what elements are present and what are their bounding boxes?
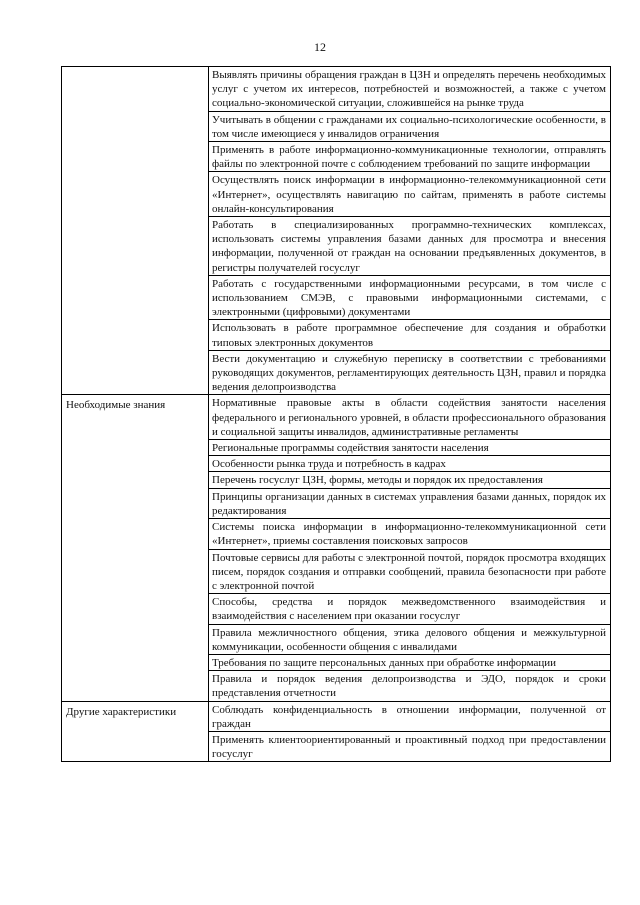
- requirement-item: Правила и порядок ведения делопроизводства и ЭДО, порядок и сроки представления отчетности: [212, 673, 606, 700]
- requirement-item: Учитывать в общении с гражданами их социально-психологические особенности, в том числе имеющиеся у инвалидов ограничения: [209, 112, 610, 142]
- section-label: [62, 67, 208, 70]
- requirement-item: Правила межличностного общения, этика делового общения и межкультурной коммуникации, особенности общения с инвалидами: [209, 625, 610, 655]
- section-row: [62, 67, 611, 395]
- requirement-item: Вести документацию и служебную переписку в соответствии с требованиями руководящих документов, регламентирующих деятельность ЦЗН, правил и порядка ведения делопроизводства: [212, 352, 606, 394]
- page-number: 12: [314, 40, 326, 54]
- section-label-cell: [62, 395, 209, 701]
- requirement-item: Выявлять причины обращения граждан в ЦЗН и определять перечень необходимых услуг с учетом их интересов, потребностей и возможностей, а также с учетом социально-экономической ситуации, сложившейся на рынке труда: [209, 67, 610, 112]
- requirement-item: Почтовые сервисы для работы с электронной почтой, порядок просмотра входящих писем, порядок создания и отправки сообщений, правила безопасности при работе с электронной почтой: [209, 550, 610, 595]
- requirement-item: Принципы организации данных в системах управления базами данных, порядок их редактирования: [209, 489, 610, 519]
- requirement-item: Перечень госуслуг ЦЗН, формы, методы и порядок их предоставления: [209, 472, 610, 488]
- section-items-cell: [209, 67, 611, 395]
- section-row: [62, 701, 611, 762]
- requirement-item: Требования по защите персональных данных при обработке информации: [209, 655, 610, 671]
- section-items-cell: [209, 701, 611, 762]
- requirements-table-body: [62, 67, 611, 762]
- section-label: Необходимые знания: [66, 399, 166, 412]
- requirements-table: [61, 66, 611, 762]
- section-label-cell: [62, 67, 209, 395]
- requirement-item: Особенности рынка труда и потребность в кадрах: [209, 456, 610, 472]
- section-items-cell: [209, 395, 611, 701]
- requirement-item: Применять клиентоориентированный и проактивный подход при предоставлении госуслуг: [212, 733, 606, 761]
- requirement-item: Соблюдать конфиденциальность в отношении информации, полученной от граждан: [209, 702, 610, 732]
- requirement-item: Нормативные правовые акты в области содействия занятости населения федерального и регионального уровней, в области профессионального образования и социальной защиты инвалидов, административные регламенты: [209, 395, 610, 440]
- requirement-item: Системы поиска информации в информационно-телекоммуникационной сети «Интернет», приемы составления поисковых запросов: [209, 519, 610, 549]
- requirement-item: Использовать в работе программное обеспечение для создания и обработки типовых электронных документов: [209, 320, 610, 350]
- requirement-item: Работать в специализированных программно-технических комплексах, использовать системы управления базами данных для просмотра и внесения информации, полученной от граждан на основании предъявленных документов, в регистры получателей госуслуг: [209, 217, 610, 276]
- requirement-item: Способы, средства и порядок межведомственного взаимодействия и взаимодействия с населением при оказании госуслуг: [209, 594, 610, 624]
- section-row: [62, 395, 611, 701]
- requirement-item: Применять в работе информационно-коммуникационные технологии, отправлять файлы по электронной почте с соблюдением требований по защите информации: [209, 142, 610, 172]
- requirement-item: Осуществлять поиск информации в информационно-телекоммуникационной сети «Интернет», осуществлять навигацию по сайтам, применять в работе системы онлайн-консультирования: [209, 172, 610, 217]
- requirement-item: Региональные программы содействия занятости населения: [209, 440, 610, 456]
- section-label: Другие характеристики: [66, 705, 177, 718]
- requirement-item: Работать с государственными информационными ресурсами, в том числе с использованием СМЭВ, с правовыми информационными системами, с электронными (цифровыми) документами: [209, 276, 610, 321]
- section-label-cell: [62, 701, 209, 762]
